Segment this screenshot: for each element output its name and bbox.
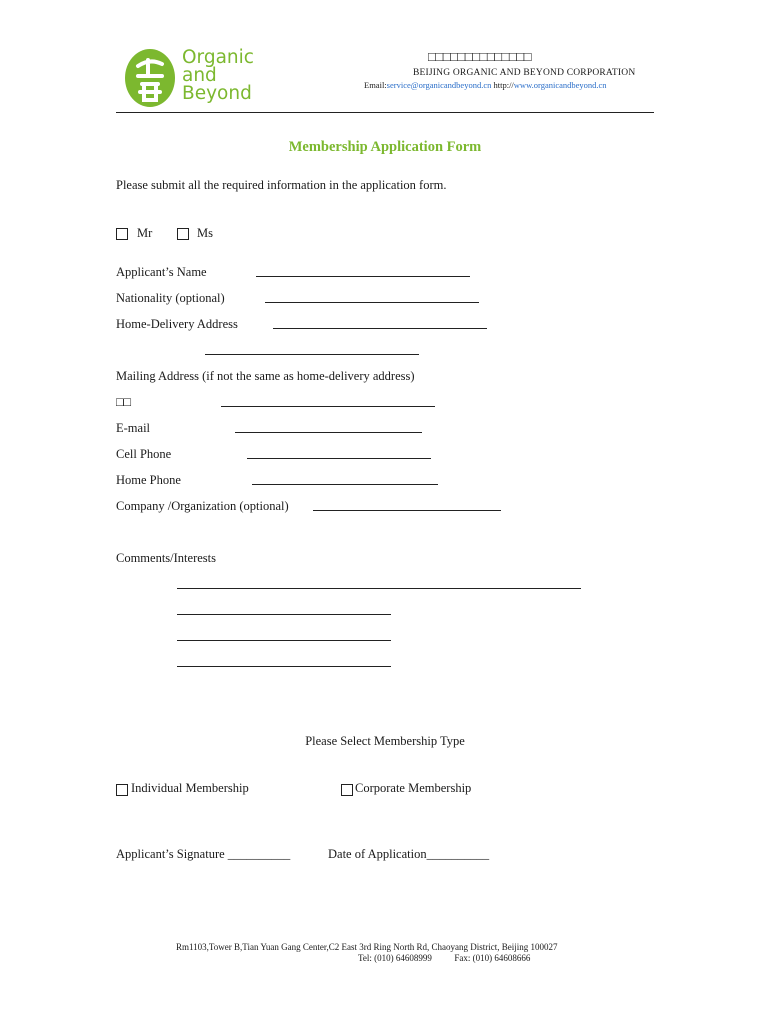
home-phone-field[interactable] (252, 484, 438, 485)
leaf-logo-icon (124, 46, 178, 110)
individual-membership-checkbox[interactable] (116, 784, 128, 796)
corporation-name: BEIJING ORGANIC AND BEYOND CORPORATION (413, 68, 636, 78)
name-field[interactable] (256, 276, 470, 277)
company-field[interactable] (313, 510, 501, 511)
company-logo (124, 46, 274, 110)
email-label: E-mail (116, 421, 151, 435)
nationality-field[interactable] (265, 302, 479, 303)
cell-phone-field[interactable] (247, 458, 431, 459)
name-label: Applicant’s Name (116, 265, 207, 279)
footer-tel: Tel: (010) 64608999 (358, 953, 432, 963)
ms-label: Ms (197, 226, 213, 240)
mailing-address-label: Mailing Address (if not the same as home-delivery address) (116, 369, 415, 383)
home-address-field[interactable] (273, 328, 487, 329)
mailing-address-field[interactable] (221, 406, 435, 407)
comments-line-3[interactable] (177, 640, 391, 641)
form-title: Membership Application Form (288, 139, 482, 155)
cell-phone-label: Cell Phone (116, 447, 172, 461)
individual-membership-label: Individual Membership (131, 781, 249, 795)
date-field[interactable]: Date of Application__________ (328, 847, 490, 861)
unrendered-glyph-label: □□ (116, 395, 132, 409)
comments-label: Comments/Interests (116, 551, 216, 565)
contact-line: Email:service@organicandbeyond.cn http://www.organicandbeyond.cn (364, 80, 607, 90)
home-address-label: Home-Delivery Address (116, 317, 238, 331)
company-label: Company /Organization (optional) (116, 499, 289, 513)
ms-checkbox[interactable] (177, 228, 189, 240)
comments-line-1[interactable] (177, 588, 581, 589)
footer-fax: Fax: (010) 64608666 (454, 953, 531, 963)
membership-prompt: Please Select Membership Type (305, 734, 465, 748)
footer-phone (358, 953, 530, 963)
header-cjk-title: □□□□□□□□□□□□□□ (428, 49, 531, 64)
email-field[interactable] (235, 432, 422, 433)
home-phone-label: Home Phone (116, 473, 181, 487)
mr-checkbox[interactable] (116, 228, 128, 240)
comments-line-2[interactable] (177, 614, 391, 615)
comments-line-4[interactable] (177, 666, 391, 667)
intro-text: Please submit all the required information in the application form. (116, 178, 447, 192)
signature-field[interactable]: Applicant’s Signature __________ (116, 847, 291, 861)
home-address-field-line2[interactable] (205, 354, 419, 355)
header-divider (116, 112, 654, 113)
corporate-membership-label: Corporate Membership (355, 781, 472, 795)
mr-label: Mr (137, 226, 153, 240)
nationality-label: Nationality (optional) (116, 291, 225, 305)
email-link[interactable]: service@organicandbeyond.cn (386, 80, 492, 90)
corporate-membership-checkbox[interactable] (341, 784, 353, 796)
footer-address: Rm1103,Tower B,Tian Yuan Gang Center,C2 East 3rd Ring North Rd, Chaoyang District, Beijing 100027 (176, 942, 558, 952)
logo-wordmark: Organic and Beyond (182, 47, 254, 104)
website-link[interactable]: www.organicandbeyond.cn (513, 80, 607, 90)
